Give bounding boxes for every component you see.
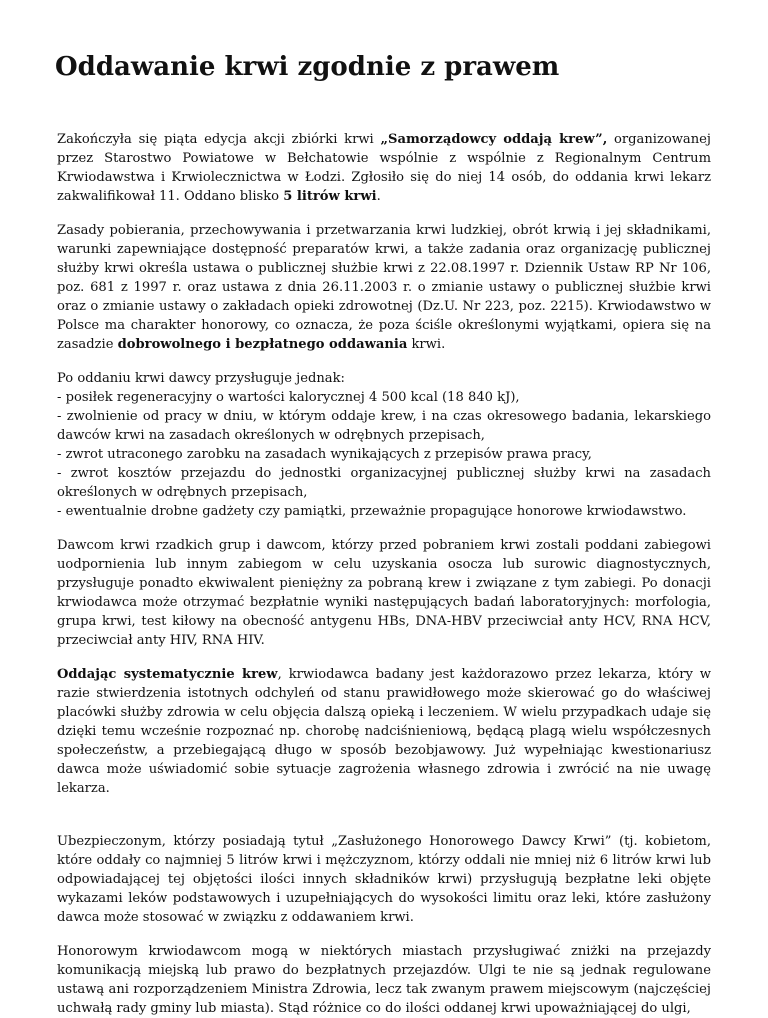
paragraph-transport: Honorowym krwiodawcom mogą w niektórych miastach przysługiwać zniżki na przejazdy komunikacją miejską lub prawo do bezpłatnych przejazdów. Ulgi te nie są jednak regulowane ustawą ani rozporządzeniem Ministra Zdrowia, lecz tak zwanym prawem miejscowym (najczęściej uchwałą rady gminy lub miasta). Stąd różnice co do ilości oddanej krwi upoważniającej do ulgi,: [57, 944, 711, 1017]
blood-amount: 5 litrów krwi: [283, 189, 377, 205]
list-item: - zwrot utraconego zarobku na zasadach wynikających z przepisów prawa pracy,: [57, 447, 592, 463]
campaign-name: „Samorządowcy oddają krew”,: [380, 132, 608, 148]
paragraph-benefits: [57, 369, 711, 521]
list-item: - posiłek regeneracyjny o wartości kalorycznej 4 500 kcal (18 840 kJ),: [57, 390, 520, 406]
paragraph-text: , krwiodawca badany jest każdorazowo przez lekarza, który w razie stwierdzenia istotnych odchyleń od stanu prawidłowego może skierować go do właściwej placówki służby zdrowia w celu objęcia dalszą opieką i leczeniem. W wielu przypadkach udaje się dzięki temu wcześnie rozpoznać np. chorobę nadciśnieniową, będącą plagą wielu współczesnych społeczeństw, a przebiegającą długo w sposób bezobjawowy. Już wypełniając kwestionariusz dawca może uświadomić sobie sytuacje zagrożenia własnego zdrowia i zwrócić na nie uwagę lekarza.: [57, 667, 711, 797]
systematic-donation: Oddając systematycznie krew: [57, 667, 278, 683]
paragraph-text: organizowanej przez Starostwo Powiatowe w Bełchatowie wspólnie z wspólnie z Regionalnym Centrum Krwiodawstwa i Krwiolecznictwa w Łodzi. Zgłosiło się do niej 14 osób, do oddania krwi lekarz zakwalifikował 11. Oddano blisko: [57, 132, 711, 205]
benefits-intro: Po oddaniu krwi dawcy przysługuje jednak:: [57, 371, 345, 387]
list-item: określonych w odrębnych przepisach,: [57, 485, 308, 501]
paragraph-systematic: [57, 665, 711, 798]
paragraph-honorary-donor: Ubezpieczonym, którzy posiadają tytuł „Zasłużonego Honorowego Dawcy Krwi” (tj. kobietom, które oddały co najmniej 5 litrów krwi i mężczyznom, którzy oddali nie mniej niż 6 litrów krwi lub odpowiadającej tej objętości ilości innych składników krwi) przysługują bezpłatne leki objęte wykazami leków podstawowych i uzupełniających do wysokości limitu oraz leki, które zasłużony dawca może stosować w związku z oddawaniem krwi.: [57, 834, 711, 926]
paragraph-legal: [57, 221, 711, 354]
list-item: - zwolnienie od pracy w dniu, w którym oddaje krew, i na czas okresowego badania, lekarskiego dawców krwi na zasadach określonych w odrębnych przepisach,: [57, 409, 711, 444]
list-item: - ewentualnie drobne gadżety czy pamiątki, przeważnie propagujące honorowe krwiodawstwo.: [57, 504, 687, 520]
paragraph-intro: [57, 130, 711, 206]
voluntary-principle: dobrowolnego i bezpłatnego oddawania: [117, 337, 408, 353]
paragraph-rare-groups: Dawcom krwi rzadkich grup i dawcom, którzy przed pobraniem krwi zostali poddani zabiegowi uodpornienia lub innym zabiegom w celu uzyskania osocza lub surowic diagnostycznych, przysługuje ponadto ekwiwalent pieniężny za pobraną krew i związane z tym zabiegi. Po donacji krwiodawca może otrzymać bezpłatnie wyniki następujących badań laboratoryjnych: morfologia, grupa krwi, test kiłowy na obecność antygenu HBs, DNA-HBV przeciwciał anty HCV, RNA HCV, przeciwciał anty HIV, RNA HIV.: [57, 538, 711, 649]
paragraph-text: krwi.: [407, 337, 446, 353]
paragraph-text: .: [376, 189, 381, 205]
list-item: - zwrot kosztów przejazdu do jednostki organizacyjnej publicznej służby krwi na zasadach: [57, 466, 711, 482]
paragraph-text: Zasady pobierania, przechowywania i przetwarzania krwi ludzkiej, obrót krwią i jej składnikami, warunki zapewniające dostępność preparatów krwi, a także zadania oraz organizację publicznej służby krwi określa ustawa o publicznej służbie krwi z 22.08.1997 r. Dziennik Ustaw RP Nr 106, poz. 681 z 1997 r. oraz ustawa z dnia 26.11.2003 r. o zmianie ustawy o publicznej służbie krwi oraz o zmianie ustawy o zakładach opieki zdrowotnej (Dz.U. Nr 223, poz. 2215). Krwiodawstwo w Polsce ma charakter honorowy, co oznacza, że poza ściśle określonymi wyjątkami, opiera się na zasadzie: [57, 223, 711, 353]
paragraph-text: Zakończyła się piąta edycja akcji zbiórki krwi: [57, 132, 381, 148]
page-title: Oddawanie krwi zgodnie z prawem: [55, 52, 560, 82]
